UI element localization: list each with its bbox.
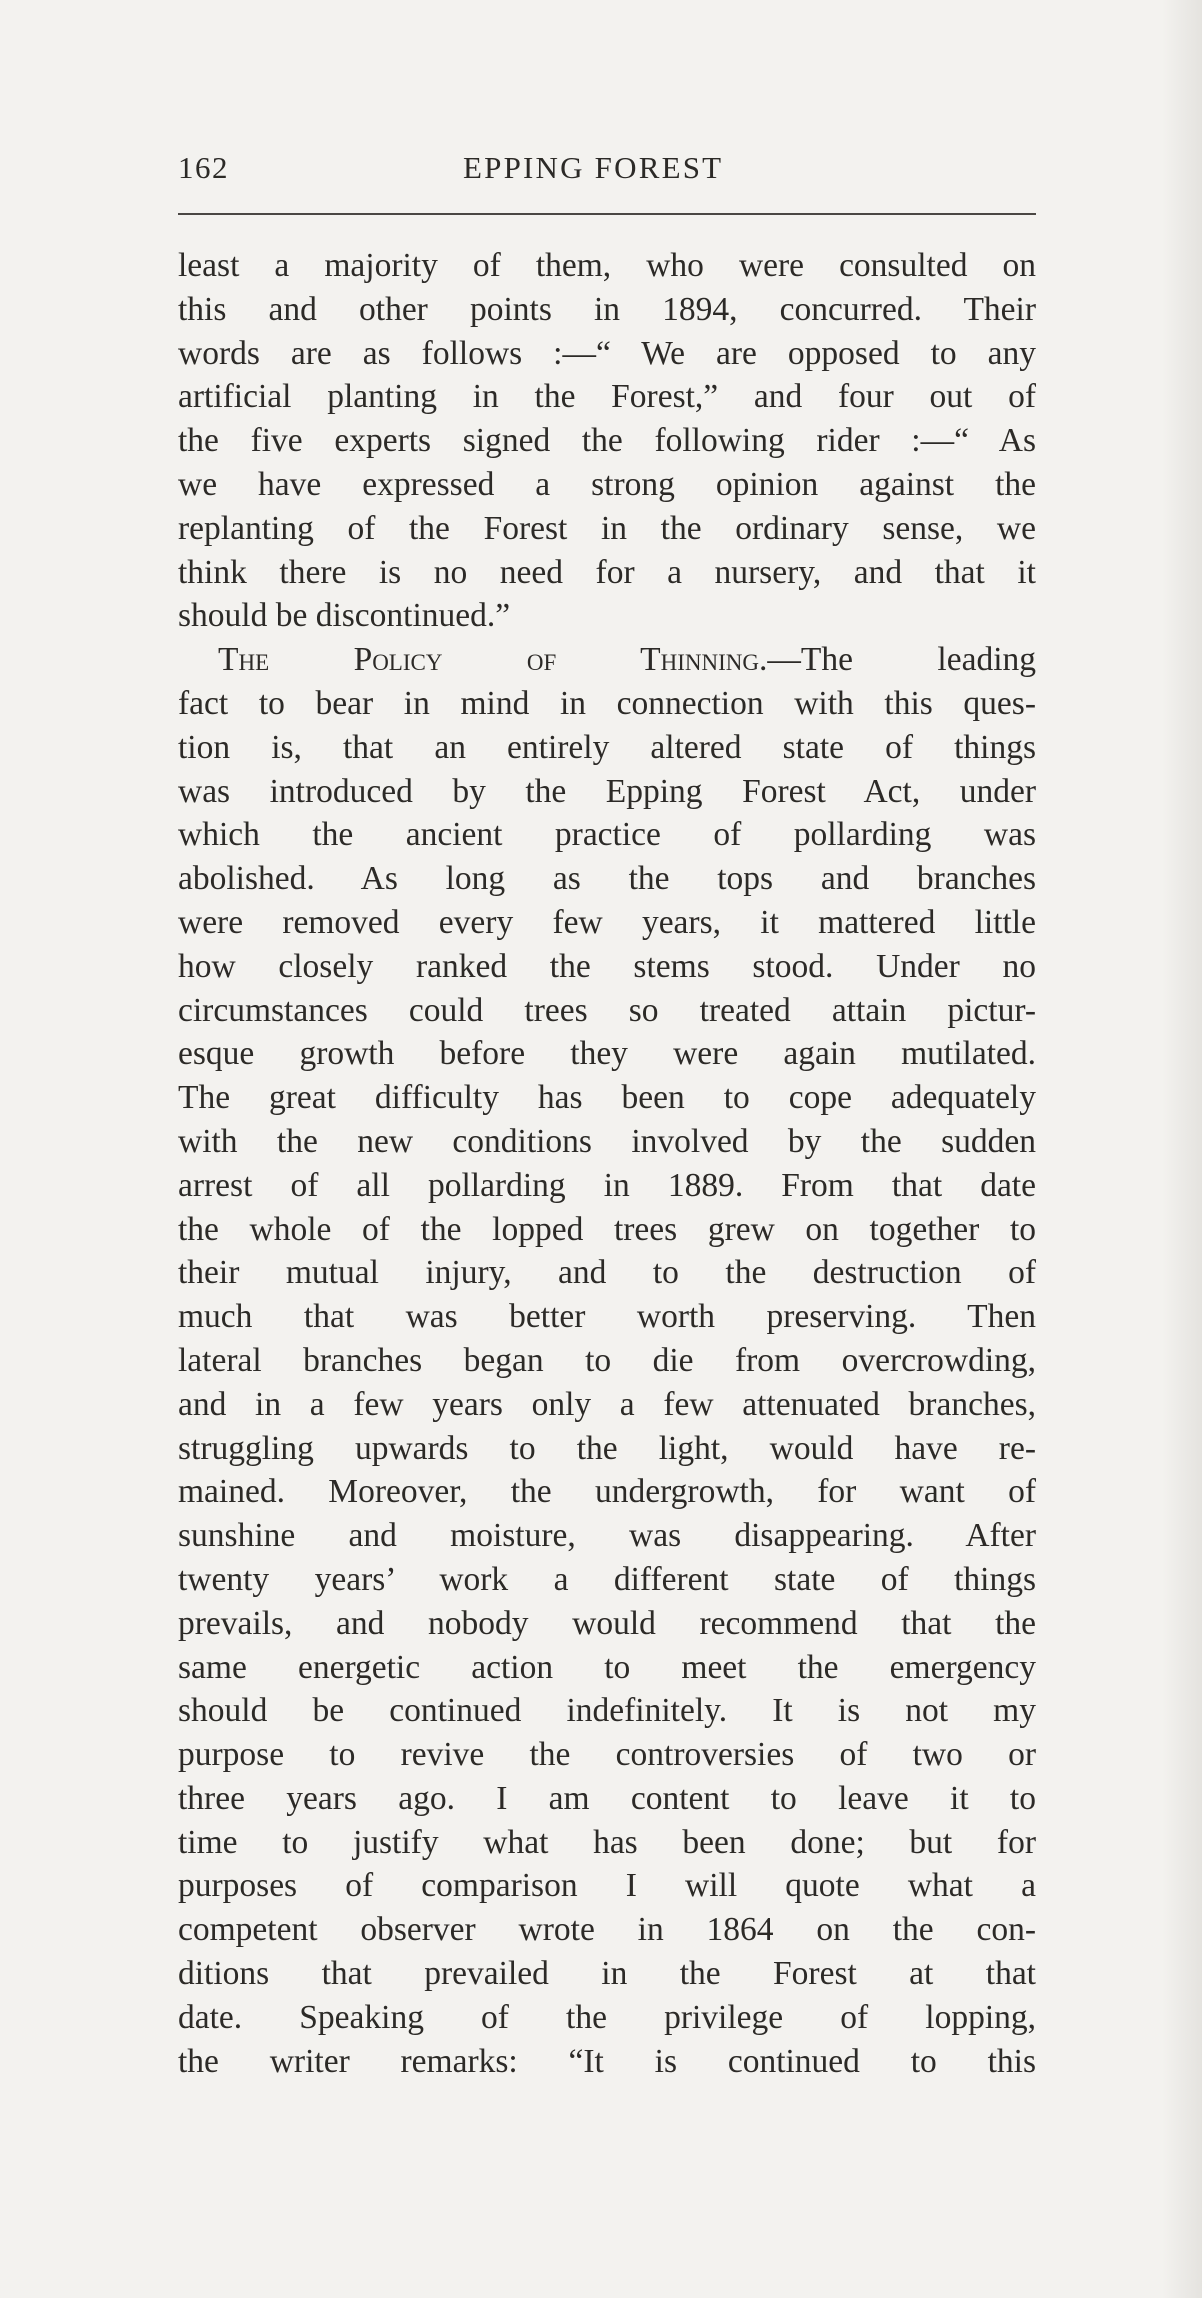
text-line: prevails, and nobody would recommend that the [178,1604,1036,1642]
text-line: should be continued indefinitely. It is not my [178,1692,1036,1730]
text-line: this and other points in 1894, concurred. Their [178,290,1036,328]
text-line: arrest of all pollarding in 1889. From that date [178,1166,1036,1204]
page-number: 162 [178,150,229,185]
text-line: ditions that prevailed in the Forest at that [178,1955,1036,1993]
text-line: much that was better worth preserving. Then [178,1298,1036,1336]
text-line: were removed every few years, it mattered little [178,903,1036,941]
text-line: circumstances could trees so treated attain pictur- [178,991,1036,1029]
text-line: the whole of the lopped trees grew on together to [178,1210,1036,1248]
text-line: words are as follows :—“ We are opposed to any [178,334,1036,372]
text-line: abolished. As long as the tops and branches [178,860,1036,898]
text-line: twenty years’ work a different state of things [178,1560,1036,1598]
text-line: competent observer wrote in 1864 on the con- [178,1911,1036,1949]
text-line: esque growth before they were again mutilated. [178,1035,1036,1073]
text-line: lateral branches began to die from overcrowding, [178,1341,1036,1379]
body-text [178,244,1036,2083]
text-line: mained. Moreover, the undergrowth, for want of [178,1473,1036,1511]
running-head [178,150,1034,194]
text-line: three years ago. I am content to leave it to [178,1779,1036,1817]
text-segment: —The leading [767,641,1036,679]
text-line: tion is, that an entirely altered state of things [178,728,1036,766]
text-line: think there is no need for a nursery, and that it [178,553,1036,591]
text-line: was introduced by the Epping Forest Act, under [178,772,1036,810]
header-title: EPPING FOREST [463,150,724,185]
text-line: replanting of the Forest in the ordinary sense, we [178,509,1036,547]
text-line: the five experts signed the following rider :—“ As [178,422,1036,460]
section-heading: The Policy of Thinning. [218,641,768,679]
text-line: purpose to revive the controversies of two or [178,1736,1036,1774]
text-line: how closely ranked the stems stood. Under no [178,947,1036,985]
text-line: the writer remarks: “It is continued to this [178,2042,1036,2080]
text-line: time to justify what has been done; but for [178,1823,1036,1861]
text-line: should be discontinued.” [178,597,511,635]
text-line: same energetic action to meet the emergency [178,1648,1036,1686]
section-heading-line [178,638,1036,682]
text-line: with the new conditions involved by the sudden [178,1122,1036,1160]
text-line: purposes of comparison I will quote what a [178,1867,1036,1905]
text-line: we have expressed a strong opinion against the [178,465,1036,503]
text-line: which the ancient practice of pollarding was [178,816,1036,854]
text-line: sunshine and moisture, was disappearing. After [178,1517,1036,1555]
text-line: The great difficulty has been to cope adequately [178,1079,1036,1117]
text-line: least a majority of them, who were consulted on [178,247,1036,284]
text-line: struggling upwards to the light, would have re- [178,1429,1036,1467]
text-line: their mutual injury, and to the destruction of [178,1254,1036,1292]
text-line: fact to bear in mind in connection with this ques- [178,684,1036,722]
text-line: and in a few years only a few attenuated branches, [178,1385,1036,1423]
text-line: date. Speaking of the privilege of lopping, [178,1998,1036,2036]
page-edge-shadow [1162,0,1202,2298]
header-rule [178,213,1036,215]
text-line: artificial planting in the Forest,” and four out of [178,378,1036,416]
